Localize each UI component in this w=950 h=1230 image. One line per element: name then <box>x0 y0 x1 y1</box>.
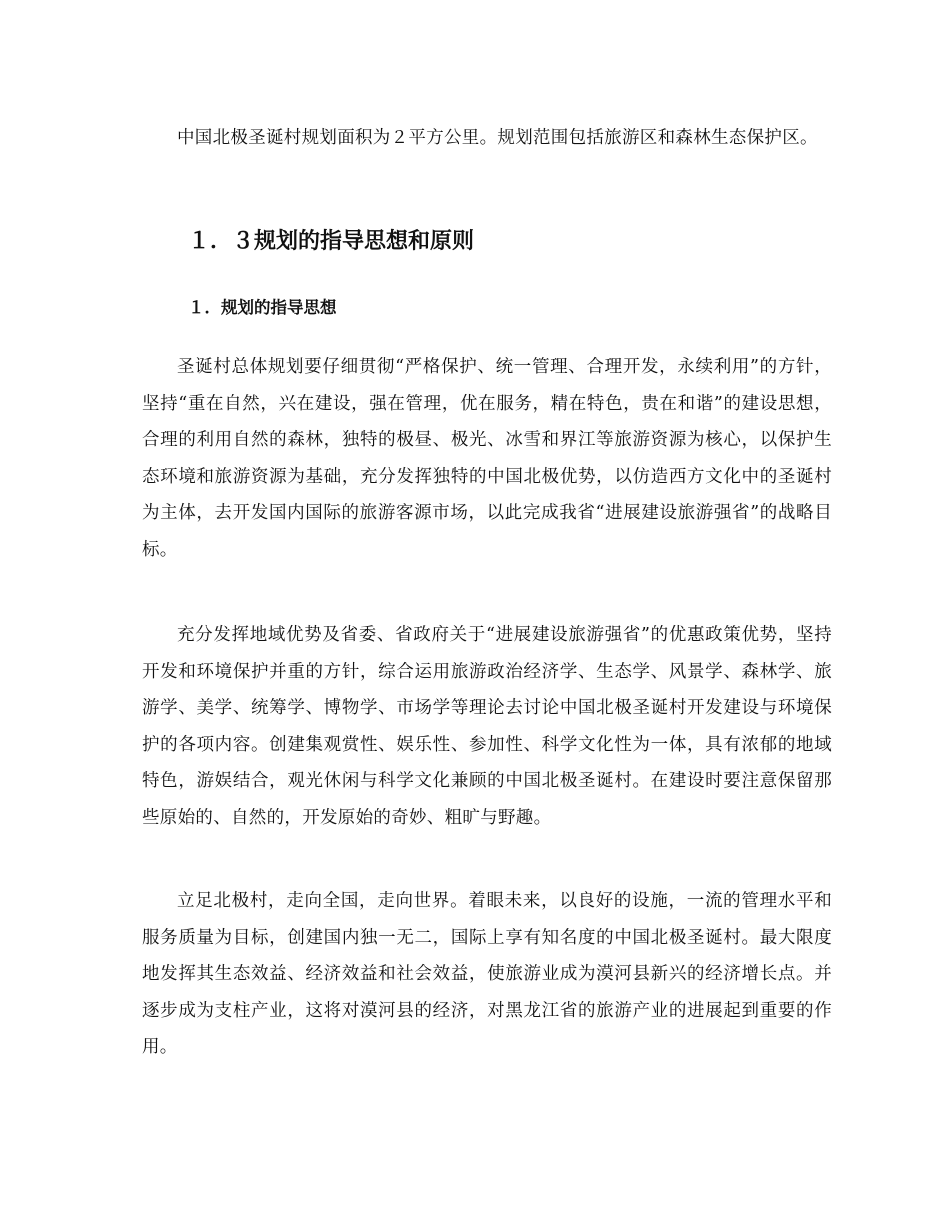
paragraph-development-goals: 立足北极村，走向全国，走向世界。着眼未来，以良好的设施，一流的管理水平和服务质量为目标，创建国内独一无二，国际上享有知名度的中国北极圣诞村。最大限度地发挥其生态效益、经济效益和社会效益，使旅游业成为漠河县新兴的经济增长点。并逐步成为支柱产业，这将对漠河县的经济，对黑龙江省的旅游产业的进展起到重要的作用。 <box>142 891 832 1057</box>
paragraph-planning-area: 中国北极圣诞村规划面积为２平方公里。规划范围包括旅游区和森林生态保护区。 <box>177 128 818 148</box>
paragraph-guiding-ideology: 圣诞村总体规划要仔细贯彻“严格保护、统一管理、合理开发，永续利用”的方针，坚持“重在自然，兴在建设，强在管理，优在服务，精在特色，贵在和谐”的建设思想，合理的利用自然的森林，独特的极昼、极光、冰雪和界江等旅游资源为核心，以保护生态环境和旅游资源为基础，充分发挥独特的中国北极优势，以仿造西方文化中的圣诞村为主体，去开发国内国际的旅游客源市场，以此完成我省“进展建设旅游强省”的战略目标。 <box>142 357 832 560</box>
subsection-heading: １．规划的指导思想 <box>188 298 337 317</box>
section-heading: １．３规划的指导思想和原则 <box>188 229 475 254</box>
paragraph-regional-advantages: 充分发挥地域优势及省委、省政府关于“进展建设旅游强省”的优惠政策优势，坚持开发和环境保护并重的方针，综合运用旅游政治经济学、生态学、风景学、森林学、旅游学、美学、统筹学、博物学、市场学等理论去讨论中国北极圣诞村开发建设与环境保护的各项内容。创建集观赏性、娱乐性、参加性、科学文化性为一体，具有浓郁的地域特色，游娱结合，观光休闲与科学文化兼顾的中国北极圣诞村。在建设时要注意保留那些原始的、自然的，开发原始的奇妙、粗旷与野趣。 <box>142 625 832 828</box>
